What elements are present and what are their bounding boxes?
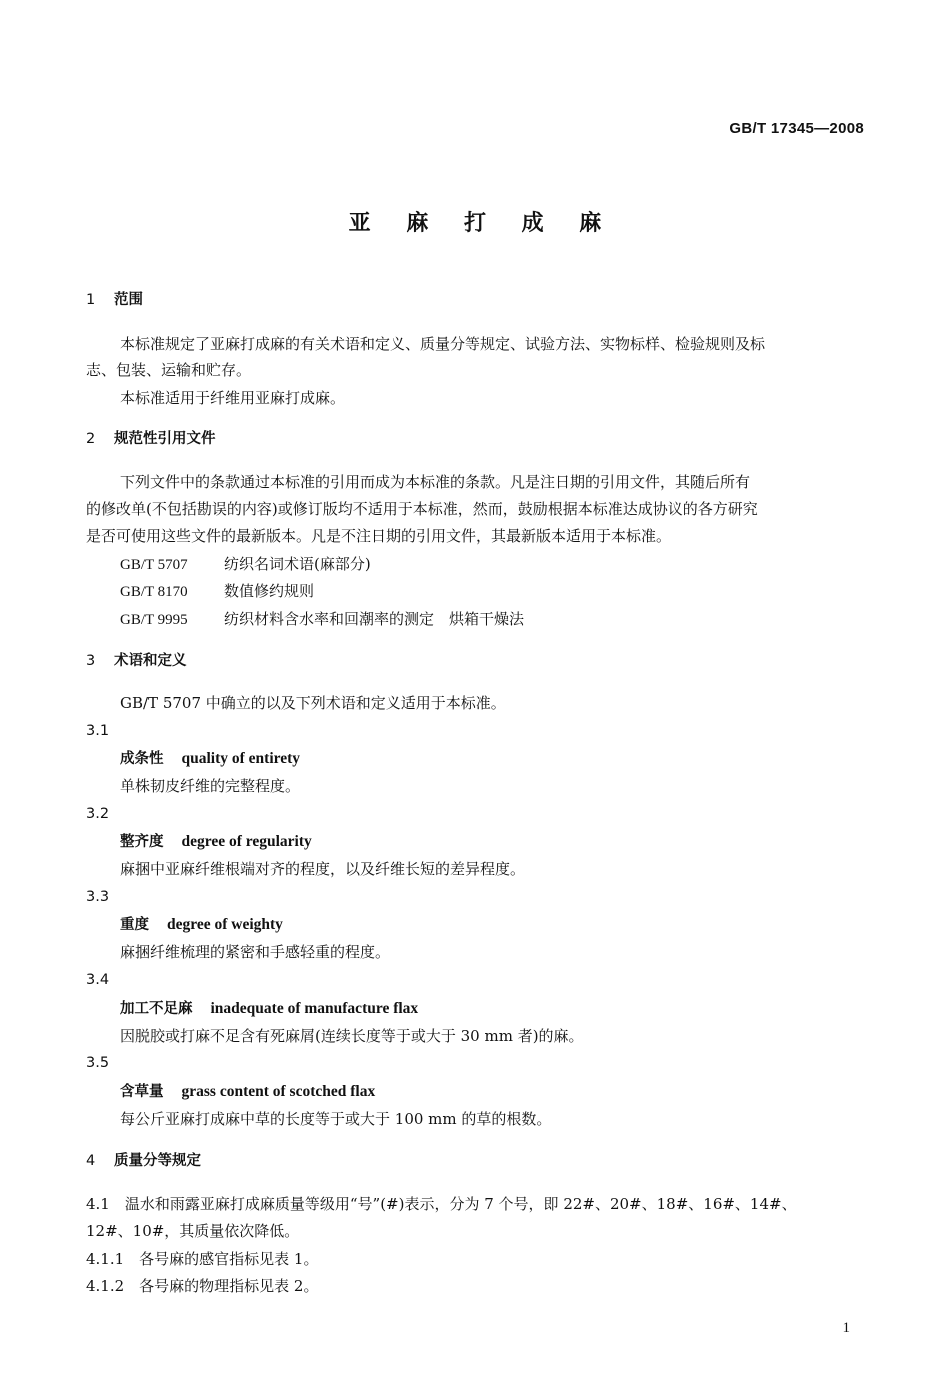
clause-4-1-line: 12#、10#，其质量依次降低。 [86, 1222, 300, 1240]
term-number: 3.4 [86, 972, 110, 988]
paragraph-line: 的修改单(不包括勘误的内容)或修订版均不适用于本标准，然而，鼓励根据本标准达成协议的各方研究 [86, 500, 758, 518]
term-english: inadequate of manufacture flax [210, 1000, 419, 1017]
section-title: 范围 [114, 292, 143, 308]
section-number: 2 [86, 431, 96, 447]
term-heading [120, 998, 418, 1019]
reference-code: GB/T 8170 [120, 584, 188, 600]
paragraph-line: 本标准适用于纤维用亚麻打成麻。 [120, 389, 346, 407]
term-chinese: 含草量 [120, 1084, 164, 1100]
term-definition: 麻捆中亚麻纤维根端对齐的程度，以及纤维长短的差异程度。 [120, 860, 526, 878]
paragraph-line: 是否可使用这些文件的最新版本。凡是不注日期的引用文件，其最新版本适用于本标准。 [86, 527, 672, 545]
term-number: 3.5 [86, 1055, 110, 1071]
term-definition: 因脱胶或打麻不足含有死麻屑(连续长度等于或大于 30 mm 者)的麻。 [120, 1027, 584, 1045]
section-4-heading [86, 1151, 201, 1171]
section-2-heading [86, 429, 216, 449]
term-chinese: 成条性 [120, 751, 164, 767]
section-title: 质量分等规定 [114, 1153, 201, 1169]
term-definition: 单株韧皮纤维的完整程度。 [120, 777, 301, 795]
term-number: 3.1 [86, 723, 110, 739]
term-heading [120, 748, 300, 769]
clause-4-1-1: 4.1.1 各号麻的感官指标见表 1。 [86, 1250, 319, 1268]
term-heading [120, 831, 312, 852]
standard-code: GB/T 17345—2008 [729, 120, 864, 137]
section-number: 4 [86, 1153, 96, 1169]
reference-code: GB/T 9995 [120, 612, 188, 628]
term-number: 3.3 [86, 889, 110, 905]
section-3-heading [86, 651, 187, 671]
term-chinese: 加工不足麻 [120, 1001, 193, 1017]
reference-item [120, 581, 314, 602]
reference-title: 数值修约规则 [224, 582, 315, 600]
section-1-heading [86, 290, 143, 310]
reference-item [120, 609, 524, 630]
reference-item [120, 554, 371, 575]
section-title: 术语和定义 [114, 653, 187, 669]
page-title: 亚 麻 打 成 麻 [348, 210, 616, 236]
term-heading [120, 914, 283, 935]
term-chinese: 重度 [120, 917, 149, 933]
reference-title: 纺织名词术语(麻部分) [224, 555, 371, 573]
term-definition: 每公斤亚麻打成麻中草的长度等于或大于 100 mm 的草的根数。 [120, 1110, 552, 1128]
paragraph-line: GB/T 5707 中确立的以及下列术语和定义适用于本标准。 [120, 694, 506, 712]
page-number: 1 [842, 1320, 850, 1336]
section-title: 规范性引用文件 [114, 431, 216, 447]
paragraph-line: 志、包装、运输和贮存。 [86, 361, 252, 379]
term-english: quality of entirety [181, 750, 301, 767]
section-number: 1 [86, 292, 96, 308]
term-definition: 麻捆纤维梳理的紧密和手感轻重的程度。 [120, 943, 391, 961]
term-english: grass content of scotched flax [181, 1083, 376, 1100]
term-heading [120, 1081, 375, 1102]
reference-title: 纺织材料含水率和回潮率的测定 烘箱干燥法 [224, 610, 525, 628]
clause-4-1-line: 4.1 温水和雨露亚麻打成麻质量等级用“号”(#)表示，分为 7 个号，即 22#、20#、18#、16#、14#、 [86, 1195, 797, 1213]
reference-code: GB/T 5707 [120, 557, 188, 573]
paragraph-line: 本标准规定了亚麻打成麻的有关术语和定义、质量分等规定、试验方法、实物标样、检验规则及标 [120, 335, 766, 353]
term-number: 3.2 [86, 806, 110, 822]
clause-4-1-2: 4.1.2 各号麻的物理指标见表 2。 [86, 1277, 319, 1295]
paragraph-line: 下列文件中的条款通过本标准的引用而成为本标准的条款。凡是注日期的引用文件，其随后所有 [120, 473, 751, 491]
term-english: degree of weighty [167, 916, 283, 933]
term-chinese: 整齐度 [120, 834, 164, 850]
term-english: degree of regularity [181, 833, 312, 850]
section-number: 3 [86, 653, 96, 669]
